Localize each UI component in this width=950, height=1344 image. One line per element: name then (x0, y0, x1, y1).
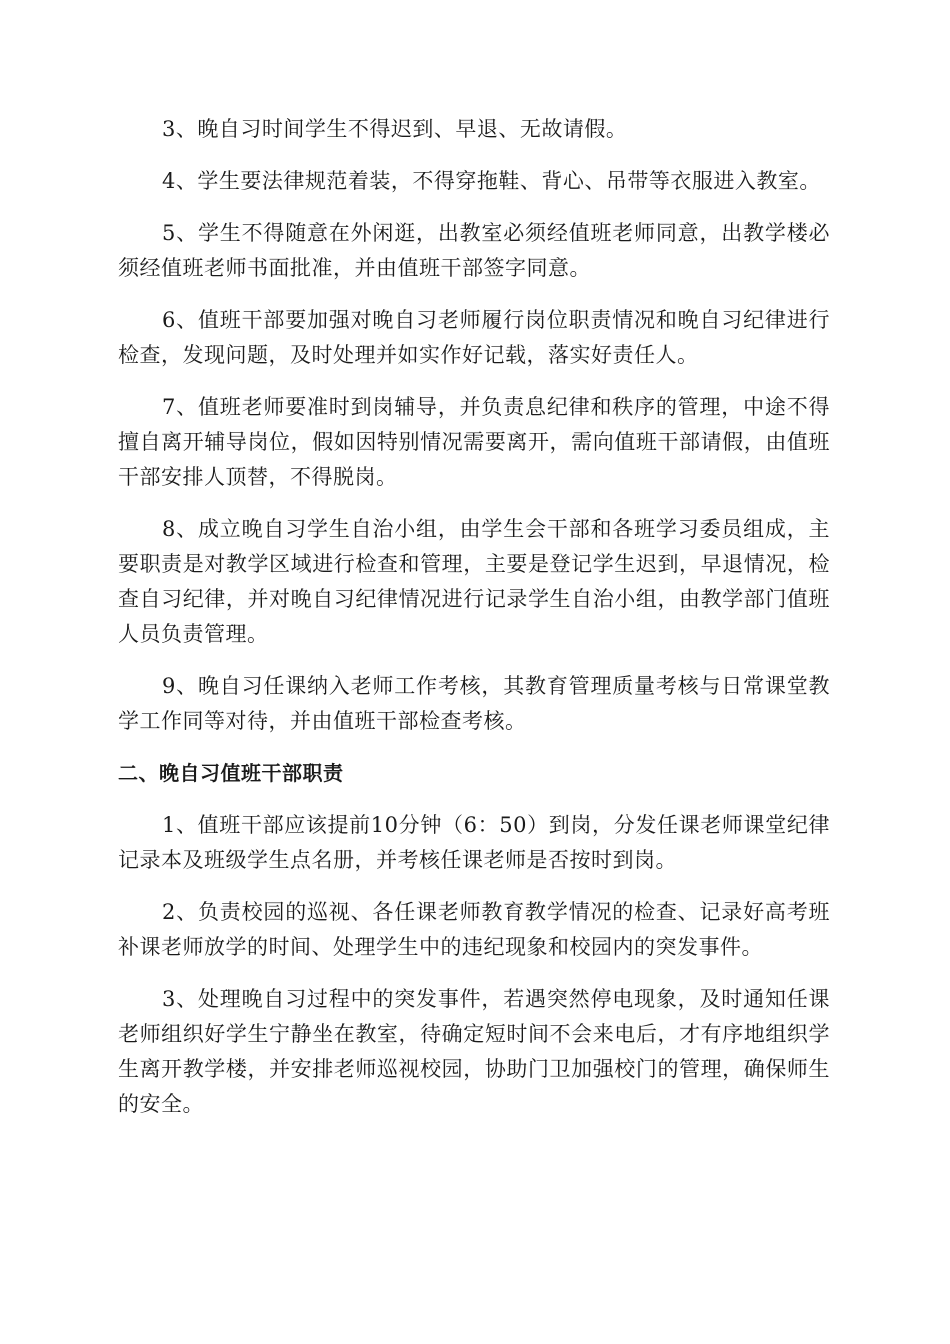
rule-item-9: 9、晚自习任课纳入老师工作考核，其教育管理质量考核与日常课堂教学工作同等对待，并由值班干部检查考核。 (118, 674, 830, 733)
duty-item-3: 3、处理晚自习过程中的突发事件，若遇突然停电现象，及时通知任课老师组织好学生宁静坐在教室，待确定短时间不会来电后，才有序地组织学生离开教学楼，并安排老师巡视校园，协助门卫加强校门的管理，确保师生的安全。 (118, 987, 830, 1116)
rule-item-3: 3、晚自习时间学生不得迟到、早退、无故请假。 (162, 117, 628, 141)
rule-item-5: 5、学生不得随意在外闲逛，出教室必须经值班老师同意，出教学楼必须经值班老师书面批准，并由值班干部签字同意。 (118, 221, 830, 280)
rule-item-4: 4、学生要法律规范着装，不得穿拖鞋、背心、吊带等衣服进入教室。 (162, 169, 821, 193)
rule-item-8: 8、成立晚自习学生自治小组，由学生会干部和各班学习委员组成，主要职责是对教学区域进行检查和管理，主要是登记学生迟到，早退情况，检查自习纪律，并对晚自习纪律情况进行记录学生自治小组，由教学部门值班人员负责管理。 (118, 517, 830, 646)
duty-item-1: 1、值班干部应该提前10分钟（6：50）到岗，分发任课老师课堂纪律记录本及班级学生点名册，并考核任课老师是否按时到岗。 (118, 813, 830, 872)
duty-item-2: 2、负责校园的巡视、各任课老师教育教学情况的检查、记录好高考班补课老师放学的时间、处理学生中的违纪现象和校园内的突发事件。 (118, 900, 830, 959)
document-body (118, 112, 830, 1139)
section-heading: 二、晚自习值班干部职责 (118, 761, 344, 785)
rule-item-7: 7、值班老师要准时到岗辅导，并负责息纪律和秩序的管理，中途不得擅自离开辅导岗位，假如因特别情况需要离开，需向值班干部请假，由值班干部安排人顶替，不得脱岗。 (118, 395, 830, 489)
rule-item-6: 6、值班干部要加强对晚自习老师履行岗位职责情况和晚自习纪律进行检查，发现问题，及时处理并如实作好记载，落实好责任人。 (118, 308, 830, 367)
